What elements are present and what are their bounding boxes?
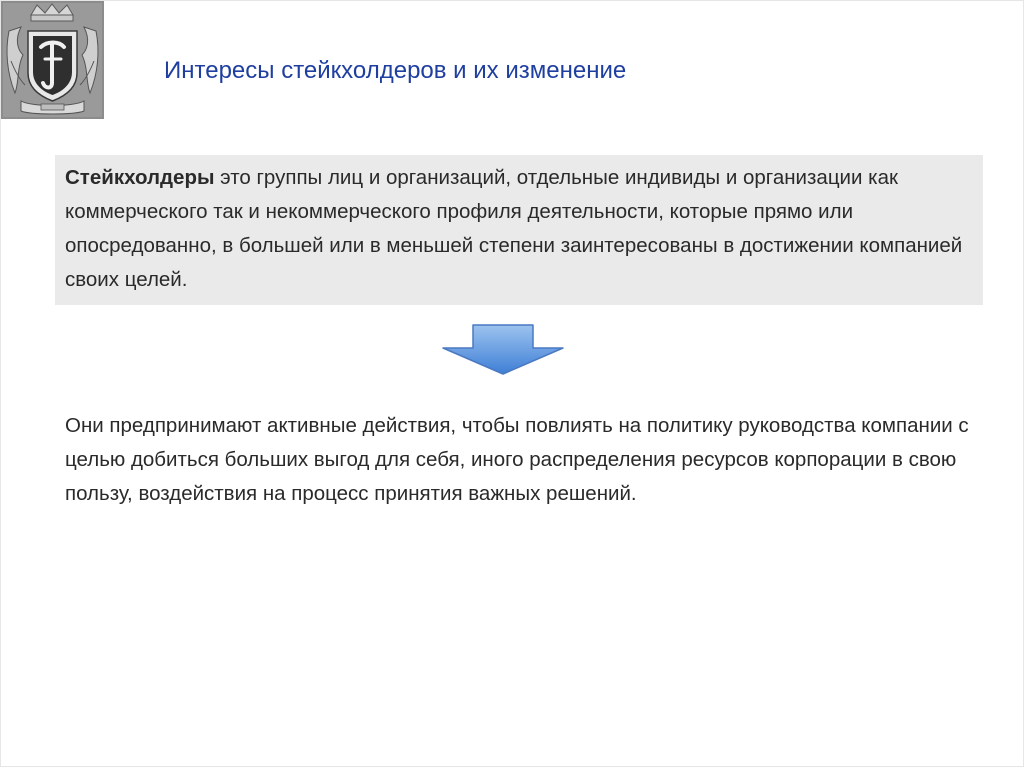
definition-term: Стейкхолдеры (65, 166, 215, 189)
university-crest-logo (1, 1, 104, 119)
arrow-down-icon (441, 324, 565, 375)
definition-text (65, 161, 980, 297)
body-paragraph: Они предпринимают активные действия, чтобы повлиять на политику руководства компании с целью добиться больших выгод для себя, иного распределения ресурсов корпорации в свою пользу, воздействия на процесс принятия важных решений. (65, 414, 969, 505)
definition-body: это группы лиц и организаций, отдельные индивиды и организации как коммерческого так и некоммерческого профиля деятельности, которые прямо или опосредованно, в большей или в меньшей степени заинтересованы в достижении компанией своих целей. (65, 166, 963, 291)
slide-title: Интересы стейкхолдеров и их изменение (164, 57, 627, 84)
